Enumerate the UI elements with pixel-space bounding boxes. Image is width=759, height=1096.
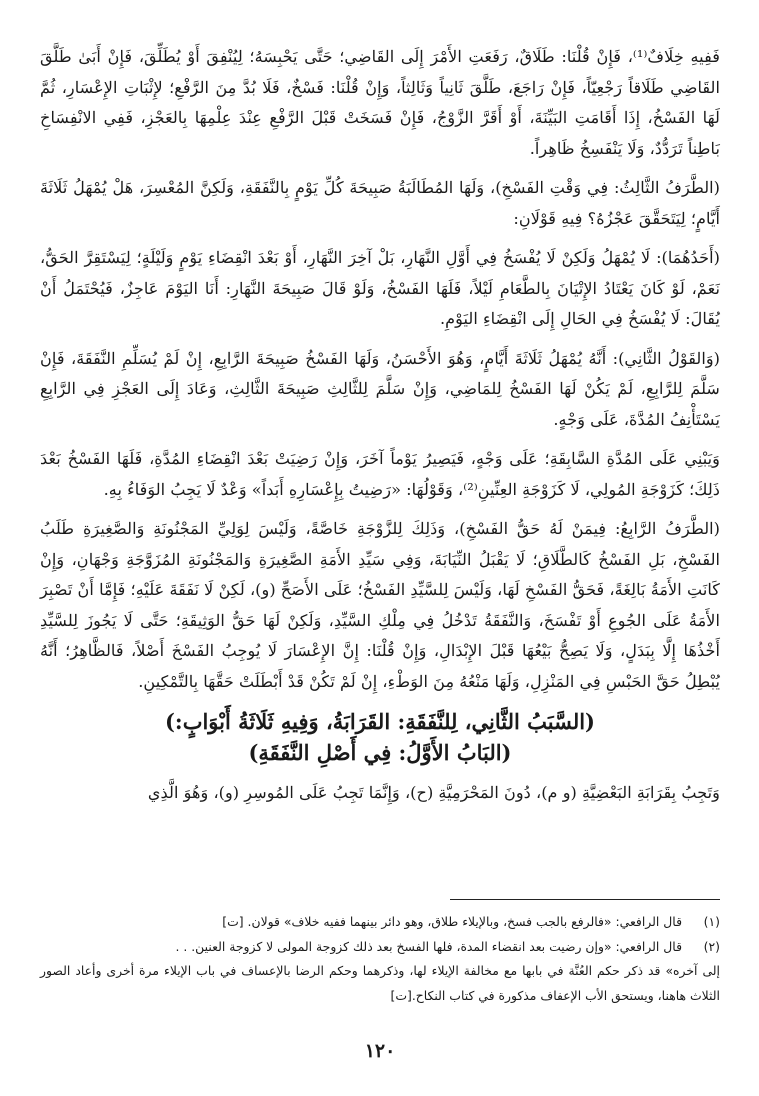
footnote-text: قال الرافعي: «وإن رضيت بعد انقضاء المدة، فلها الفسخ بعد ذلك كزوجة المولى لا كزوجة العنين. . . [175, 938, 682, 954]
footnote-2 [40, 935, 720, 960]
paragraph-3: (أَحَدُهُمَا): لَا يُمْهَلُ وَلَكِنْ لَا يُفْسَخُ فِي أَوَّلِ النَّهَارِ، بَلْ آخِرَ النَّهَارِ، أَوْ بَعْدَ انْقِضَاءِ يَوْمٍ وَلَيْلَةٍ؛ لِيَسْتَقِرَّ الحَقُّ، نَعَمْ، لَوْ كَانَ يَعْتَادُ الإِتْيَانَ بِالطَّعَامِ لَيْلاً، فَلَهَا الفَسْخُ، وَلَوْ قَالَ صَبِيحَةَ النَّهَارِ: أَنَا اليَوْمَ عَاجِزٌ، فَيُحْتَمَلُ أَنْ يُقَالَ: لَا يُفْسَخُ فِي الحَالِ إِلَى انْقِضَاءِ اليَوْمِ. [40, 248, 720, 328]
footnote-number: (٢) [703, 938, 720, 954]
page-content [40, 42, 720, 1072]
footnote-number: (١) [703, 914, 720, 929]
footnote-divider [450, 899, 720, 900]
footnote-2-continuation: إلى آخره» قد ذكر حكم العُنَّة في بابها مع مخالفة الإيلاء لها، وذكرهما وحكم الرضا بالإعساف في باب الإيلاء مرة أخرى وأعاد الصور الثلاث هاهنا، ويستحق الأب الإعفاف مذكورة في كتاب النكاح.[ت] [40, 963, 720, 1003]
section-heading: (السَّبَبُ الثَّانِي، لِلنَّفَقَةِ: القَرَابَةُ، وَفِيهِ ثَلَاثَةُ أَبْوَابٍ:) [165, 709, 595, 734]
closing-line: وَتَجِبُ بِقَرَابَةِ البَعْضِيَّةِ (و م)، دُونَ المَحْرَمِيَّةِ (ح)، وَإِنَّمَا تَجِبُ عَلَى المُوسِرِ (و)، وَهُوَ الَّذِي [147, 783, 720, 802]
paragraph-4: (وَالقَوْلُ الثَّانِي): أَنَّهُ يُمْهَلُ ثَلَاثَةَ أَيَّامٍ، وَهُوَ الأَحْسَنُ، وَلَهَا الفَسْخُ صَبِيحَةَ الرَّابِعِ، إِنْ لَمْ يُسَلِّمِ النَّفَقَةَ، فَإِنْ سَلَّمَ لِلرَّابِعِ، لَمْ يَكُنْ لَهَا الفَسْخُ لِلمَاضِي، وَإِنْ سَلَّمَ لِلثَّالِثِ صَبِيحَةَ الثَّالِثِ، وَعَادَ إِلَى العَجْزِ فِي الرَّابِعِ يَسْتَأْنِفُ المُدَّةَ، عَلَى وَجْهٍ. [40, 348, 720, 429]
chapter-heading: (البَابُ الأَوَّلُ: فِي أَصْلِ النَّفَقَةِ) [248, 740, 512, 765]
page-number: ١٢٠ [364, 1040, 396, 1062]
paragraph-1: فَفِيهِ خِلَافٌ⁽¹⁾، فَإِنْ قُلْنَا: طَلَاقٌ، رَفَعَتِ الأَمْرَ إِلَى القَاضِي؛ حَتَّى يَحْبِسَهُ؛ لِيُنْفِقَ أَوْ يُطَلِّقَ، فَإِنْ أَبَىٰ طَلَّقَ القَاضِي طَلَاقاً رَجْعِيّاً، فَإِنْ رَاجَعَ، طَلَّقَ ثَانِياً وَثَالِثاً، وَإِنْ قُلْنَا: فَسْخٌ، فَلَا بُدَّ مِنَ الرَّفْعِ؛ لإِثْبَاتِ الإِعْسَارِ، ثُمَّ لَهَا الفَسْخُ، إِذَا أَقَامَتِ البَيِّنَةَ، أَوْ أَقَرَّ الزَّوْجُ، فَإِنْ فَسَخَتْ قَبْلَ الرَّفْعِ عِنْدَ عِلْمِهَا بِالعَجْزِ، فَفِي الانْفِسَاخِ بَاطِناً تَرَدُّدٌ، وَلَا يَنْفَسِخُ ظَاهِراً. [40, 47, 720, 158]
paragraph-5: وَيَبْنِي عَلَى المُدَّةِ السَّابِقَةِ؛ عَلَى وَجْهٍ، فَيَصِيرُ يَوْماً آخَرَ، وَإِنْ رَضِيَتْ بَعْدَ انْقِضَاءِ المُدَّةِ، فَلَهَا الفَسْخُ بَعْدَ ذَلِكَ؛ كَزَوْجَةِ المُولِي، لَا كَزَوْجَةِ العِنِّينِ⁽²⁾، وَقَوْلُهَا: «رَضِيتُ بِإِعْسَارِهِ أَبَداً» وَعْدٌ لَا يَجِبُ الوَفَاءُ بِهِ. [40, 449, 720, 499]
paragraph-6: (الطَّرَفُ الرَّابِعُ: فِيمَنْ لَهُ حَقُّ الفَسْخِ)، وَذَلِكَ لِلزَّوْجَةِ خَاصَّةً، وَلَيْسَ لِوَلِيِّ المَجْنُونَةِ وَالصَّغِيرَةِ طَلَبُ الفَسْخِ، بَلِ الفَسْخُ كَالطَّلَاقِ؛ لَا يَقْبَلُ النِّيَابَةَ، وَفِي سَيِّدِ الأَمَةِ الصَّغِيرَةِ وَالمَجْنُونَةِ المُزَوَّجَةِ وَجْهَانِ، وَإِنْ كَانَتِ الأَمَةُ بَالِغَةً، فَحَقُّ الفَسْخِ لَهَا، وَلَيْسَ لِلسَّيِّدِ الفَسْخُ؛ عَلَى الأَصَحِّ (و)، لَكِنْ لَا نَفَقَةَ عَلَيْهِ؛ فَإِمَّا أَنْ تَصْبِرَ الأَمَةُ عَلَى الجُوعِ أَوْ تَفْسَخَ، وَالنَّفَقَةُ تَدْخُلُ فِي مِلْكِ السَّيِّدِ، وَلَكِنْ لَهَا حَقُّ الوَثِيقَةِ؛ حَتَّى لَا يَجُوزَ لِلسَّيِّدِ أَخْذُهَا إِلَّا بِبَدَلٍ، وَلَا يَصِحُّ بَيْعُهَا قَبْلَ الإِبْدَالِ، وَإِنْ قُلْنَا: إِنَّ الإِعْسَارَ لَا يُوجِبُ الفَسْخَ أَصْلاً، فَالظَّاهِرُ؛ أَنَّهُ يُبْطِلُ حَقَّ الحَبْسِ فِي المَنْزِلِ، وَلَهَا مَنْعُهُ مِنَ الوَطْءِ، إِنْ لَمْ تَكُنْ قَدْ أَبْطَلَتْ حَقَّهَا بِالتَّمْكِينِ. [40, 519, 720, 691]
footnotes [40, 910, 720, 1008]
footnote-text: قال الرافعي: «فالرفع بالجب فسخ، وبالإيلاء طلاق، وهو دائر بينهما ففيه خلاف» قولان. [ت] [222, 914, 682, 929]
footnote-1 [40, 910, 720, 935]
paragraph-2: (الطَّرَفُ الثَّالِثُ: فِي وَقْتِ الفَسْخِ)، وَلَهَا المُطَالَبَةُ صَبِيحَةَ كُلِّ يَوْمٍ بِالنَّفَقَةِ، وَلَكِنَّ المُعْسِرَ، هَلْ يُمْهَلُ ثَلَاثَةَ أَيَّامٍ؛ لِيَتَحَقَّقَ عَجْزُهُ؟ فِيهِ قَوْلَانِ: [40, 178, 720, 228]
